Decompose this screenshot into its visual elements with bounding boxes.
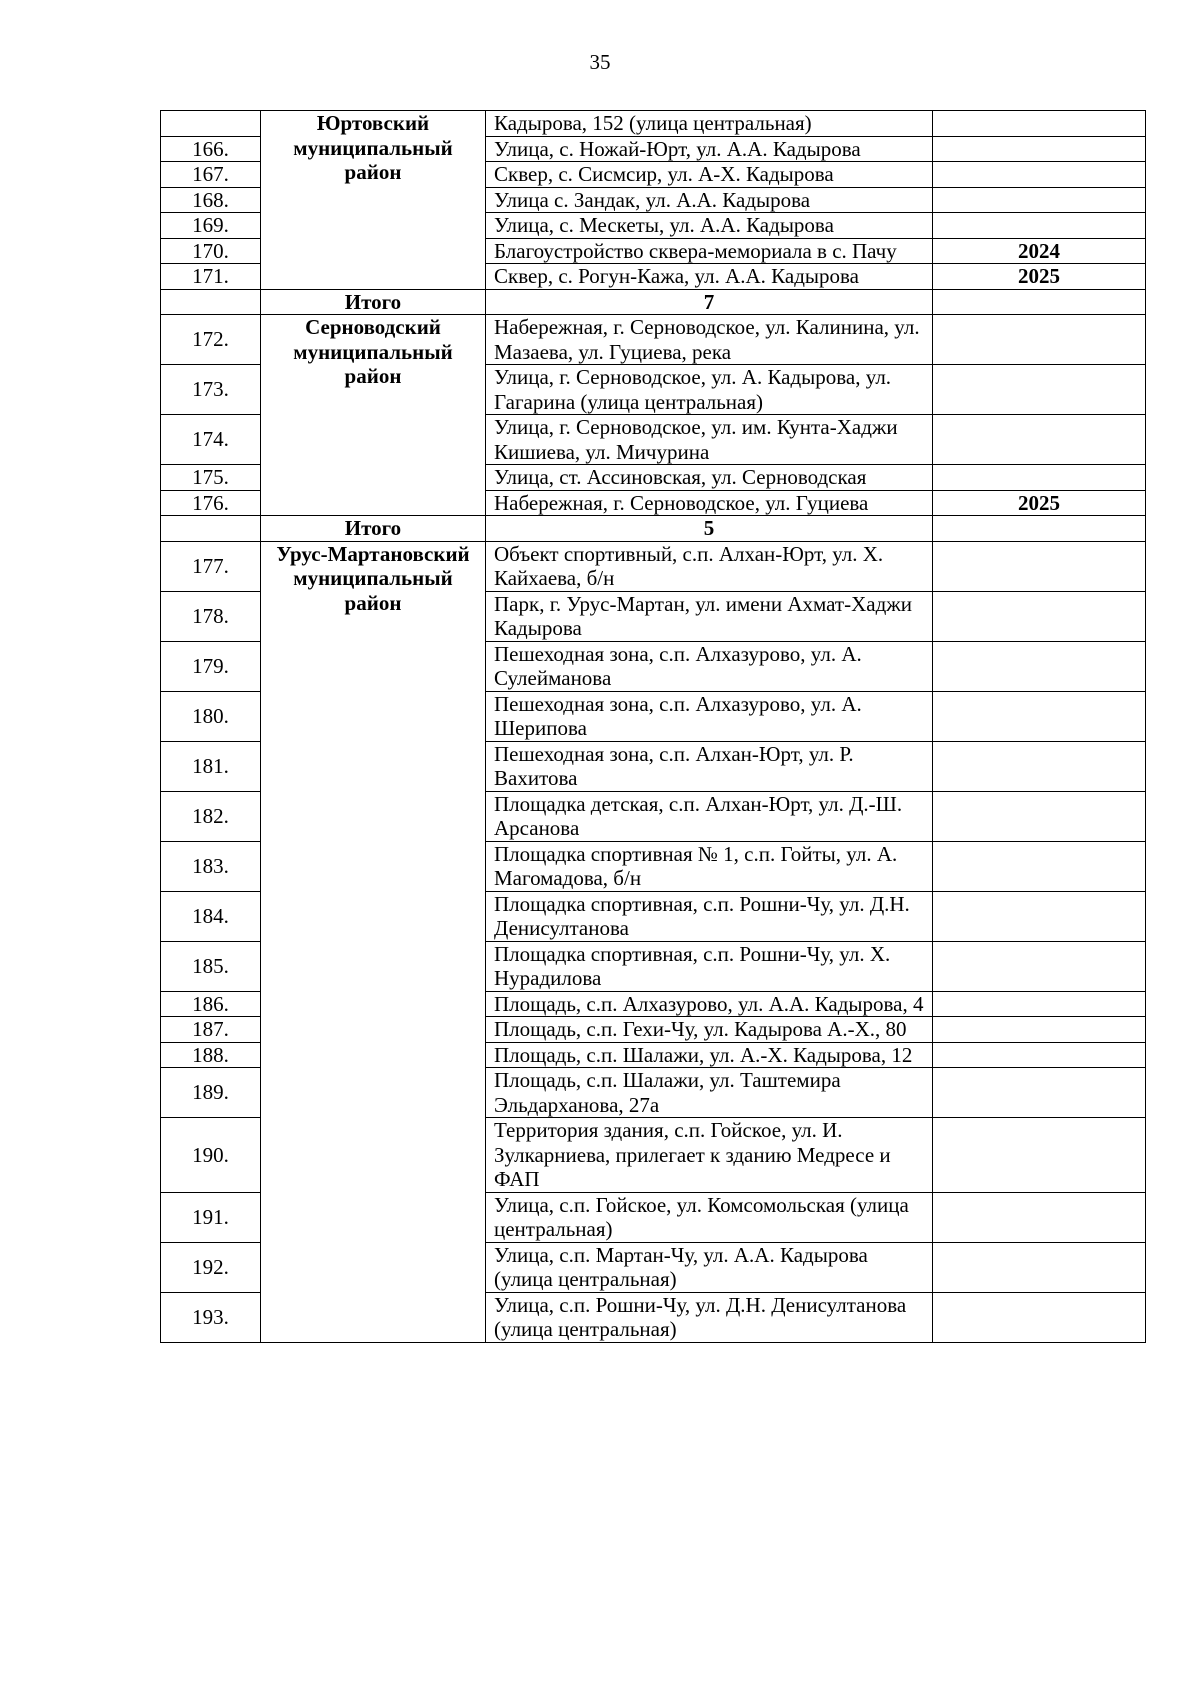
row-year	[933, 1068, 1146, 1118]
row-object: Кадырова, 152 (улица центральная)	[486, 111, 933, 137]
row-number: 192.	[161, 1242, 261, 1292]
row-number: 178.	[161, 591, 261, 641]
total-empty-cell	[161, 289, 261, 315]
row-object: Площадка спортивная, с.п. Рошни-Чу, ул. Х. Нурадилова	[486, 941, 933, 991]
row-year	[933, 136, 1146, 162]
row-year	[933, 315, 1146, 365]
row-number: 167.	[161, 162, 261, 188]
row-object: Улица, с.п. Рошни-Чу, ул. Д.Н. Денисултанова (улица центральная)	[486, 1292, 933, 1342]
total-row	[161, 516, 1146, 542]
row-object: Сквер, с. Рогун-Кажа, ул. А.А. Кадырова	[486, 264, 933, 290]
row-year	[933, 365, 1146, 415]
row-object: Улица, ст. Ассиновская, ул. Серноводская	[486, 465, 933, 491]
row-year	[933, 1017, 1146, 1043]
row-number: 179.	[161, 641, 261, 691]
row-year	[933, 1242, 1146, 1292]
row-number	[161, 111, 261, 137]
row-object: Сквер, с. Сисмсир, ул. А-Х. Кадырова	[486, 162, 933, 188]
row-year: 2025	[933, 264, 1146, 290]
row-year	[933, 841, 1146, 891]
row-number: 188.	[161, 1042, 261, 1068]
row-object: Улица, г. Серноводское, ул. им. Кунта-Хаджи Кишиева, ул. Мичурина	[486, 415, 933, 465]
row-number: 175.	[161, 465, 261, 491]
row-number: 193.	[161, 1292, 261, 1342]
row-object: Пешеходная зона, с.п. Алхазурово, ул. А. Шерипова	[486, 691, 933, 741]
row-object: Благоустройство сквера-мемориала в с. Пачу	[486, 238, 933, 264]
row-number: 172.	[161, 315, 261, 365]
row-object: Площадь, с.п. Шалажи, ул. Таштемира Эльдарханова, 27а	[486, 1068, 933, 1118]
row-object: Улица с. Зандак, ул. А.А. Кадырова	[486, 187, 933, 213]
row-year: 2025	[933, 490, 1146, 516]
row-number: 174.	[161, 415, 261, 465]
row-year	[933, 111, 1146, 137]
row-object: Территория здания, с.п. Гойское, ул. И. Зулкарниева, прилегает к зданию Медресе и ФАП	[486, 1118, 933, 1193]
row-year	[933, 641, 1146, 691]
row-year	[933, 891, 1146, 941]
row-year	[933, 791, 1146, 841]
page-number: 35	[589, 50, 611, 74]
row-number: 177.	[161, 541, 261, 591]
row-number: 182.	[161, 791, 261, 841]
row-year	[933, 1042, 1146, 1068]
row-object: Набережная, г. Серноводское, ул. Гуциева	[486, 490, 933, 516]
row-object: Площадь, с.п. Шалажи, ул. А.-Х. Кадырова, 12	[486, 1042, 933, 1068]
row-object: Улица, с.п. Мартан-Чу, ул. А.А. Кадырова (улица центральная)	[486, 1242, 933, 1292]
row-number: 173.	[161, 365, 261, 415]
row-object: Парк, г. Урус-Мартан, ул. имени Ахмат-Хаджи Кадырова	[486, 591, 933, 641]
row-object: Объект спортивный, с.п. Алхан-Юрт, ул. Х. Кайхаева, б/н	[486, 541, 933, 591]
row-object: Улица, с. Мескеты, ул. А.А. Кадырова	[486, 213, 933, 239]
total-empty-cell	[161, 516, 261, 542]
row-number: 170.	[161, 238, 261, 264]
table-row	[161, 111, 1146, 137]
total-empty-cell	[933, 289, 1146, 315]
row-year	[933, 213, 1146, 239]
row-object: Площадь, с.п. Гехи-Чу, ул. Кадырова А.-Х., 80	[486, 1017, 933, 1043]
row-year	[933, 941, 1146, 991]
row-object: Пешеходная зона, с.п. Алхан-Юрт, ул. Р. Вахитова	[486, 741, 933, 791]
row-year	[933, 1192, 1146, 1242]
row-year	[933, 465, 1146, 491]
row-object: Площадка спортивная № 1, с.п. Гойты, ул. А. Магомадова, б/н	[486, 841, 933, 891]
objects-table-body	[161, 111, 1146, 1343]
row-number: 189.	[161, 1068, 261, 1118]
row-number: 187.	[161, 1017, 261, 1043]
district-name: Юртовский муниципальный район	[261, 111, 486, 290]
row-number: 184.	[161, 891, 261, 941]
total-empty-cell	[933, 516, 1146, 542]
row-object: Улица, г. Серноводское, ул. А. Кадырова, ул. Гагарина (улица центральная)	[486, 365, 933, 415]
row-number: 191.	[161, 1192, 261, 1242]
row-number: 168.	[161, 187, 261, 213]
row-object: Площадь, с.п. Алхазурово, ул. А.А. Кадырова, 4	[486, 991, 933, 1017]
row-object: Площадка спортивная, с.п. Рошни-Чу, ул. Д.Н. Денисултанова	[486, 891, 933, 941]
row-year	[933, 541, 1146, 591]
total-value: 5	[486, 516, 933, 542]
row-number: 185.	[161, 941, 261, 991]
table-row	[161, 541, 1146, 591]
row-number: 176.	[161, 490, 261, 516]
row-year	[933, 691, 1146, 741]
row-year	[933, 1292, 1146, 1342]
row-object: Набережная, г. Серноводское, ул. Калинина, ул. Мазаева, ул. Гуциева, река	[486, 315, 933, 365]
total-value: 7	[486, 289, 933, 315]
total-row	[161, 289, 1146, 315]
total-label: Итого	[261, 289, 486, 315]
district-name: Серноводский муниципальный район	[261, 315, 486, 516]
row-object: Улица, с. Ножай-Юрт, ул. А.А. Кадырова	[486, 136, 933, 162]
row-year	[933, 162, 1146, 188]
table-row	[161, 315, 1146, 365]
row-year	[933, 741, 1146, 791]
row-number: 190.	[161, 1118, 261, 1193]
district-name: Урус-Мартановский муниципальный район	[261, 541, 486, 1342]
row-year: 2024	[933, 238, 1146, 264]
row-year	[933, 1118, 1146, 1193]
row-number: 183.	[161, 841, 261, 891]
row-year	[933, 591, 1146, 641]
row-number: 186.	[161, 991, 261, 1017]
row-year	[933, 187, 1146, 213]
row-number: 169.	[161, 213, 261, 239]
row-year	[933, 415, 1146, 465]
row-year	[933, 991, 1146, 1017]
row-object: Площадка детская, с.п. Алхан-Юрт, ул. Д.-Ш. Арсанова	[486, 791, 933, 841]
row-number: 166.	[161, 136, 261, 162]
row-number: 171.	[161, 264, 261, 290]
total-label: Итого	[261, 516, 486, 542]
row-object: Улица, с.п. Гойское, ул. Комсомольская (улица центральная)	[486, 1192, 933, 1242]
objects-table	[160, 110, 1146, 1343]
row-number: 180.	[161, 691, 261, 741]
row-number: 181.	[161, 741, 261, 791]
row-object: Пешеходная зона, с.п. Алхазурово, ул. А. Сулейманова	[486, 641, 933, 691]
